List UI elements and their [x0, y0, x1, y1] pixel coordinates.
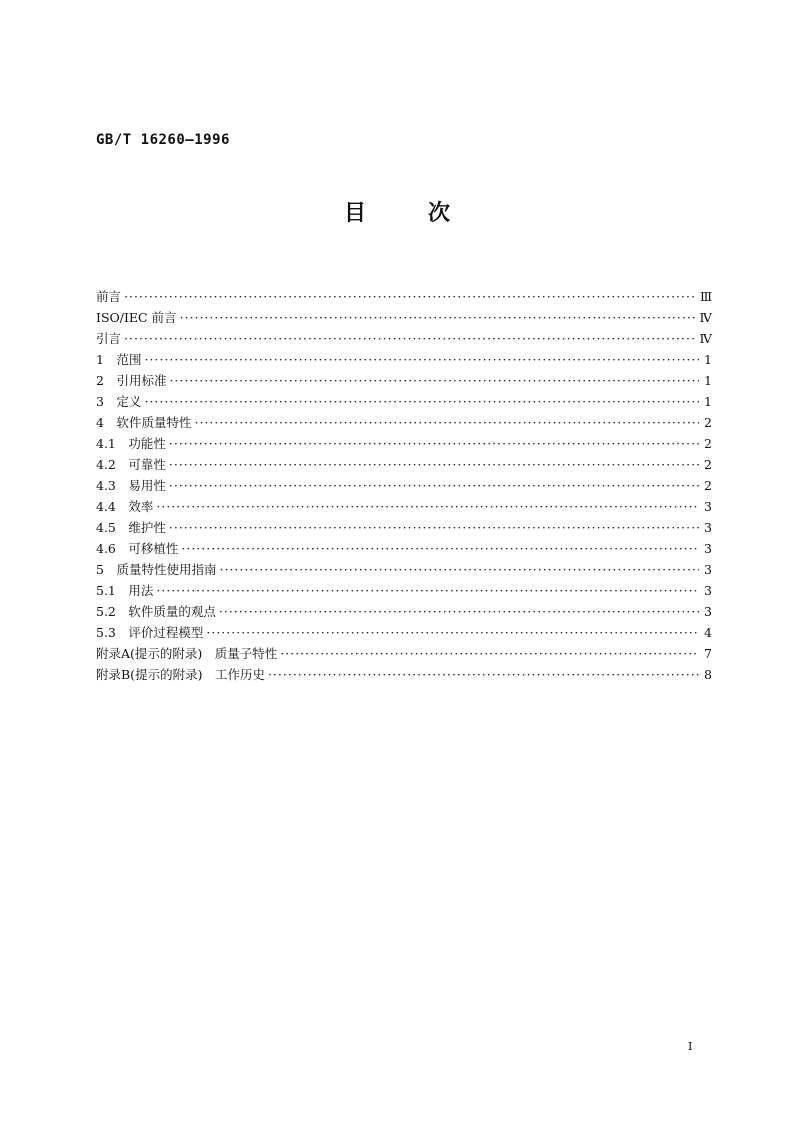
- toc-entry-label: 4.6 可移植性: [96, 541, 179, 556]
- toc-entry: [96, 517, 712, 538]
- toc-entry: [96, 412, 712, 433]
- toc-entry-label: 4 软件质量特性: [96, 415, 192, 430]
- page-number: Ⅰ: [688, 1040, 693, 1053]
- toc-entry-label: 5.3 评价过程模型: [96, 625, 204, 640]
- toc-entry-label: 4.2 可靠性: [96, 457, 166, 472]
- toc-dot-leader: [124, 328, 696, 349]
- toc-entry-page: 1: [704, 373, 712, 388]
- toc-dot-leader: [268, 664, 699, 685]
- toc-entry-label: 4.1 功能性: [96, 436, 166, 451]
- toc-entry: [96, 622, 712, 643]
- toc-dot-leader: [219, 559, 699, 580]
- toc-entry-label: 附录A(提示的附录) 质量子特性: [96, 646, 278, 661]
- toc-entry-page: 4: [704, 625, 712, 640]
- toc-dot-leader: [181, 538, 699, 559]
- toc-entry: [96, 559, 712, 580]
- toc-entry-page: 3: [704, 583, 712, 598]
- toc-entry-page: 1: [704, 352, 712, 367]
- toc-entry: [96, 370, 712, 391]
- toc-entry-page: 7: [704, 646, 712, 661]
- toc-entry-label: 引言: [96, 331, 122, 346]
- toc-entry: [96, 580, 712, 601]
- toc-entry-label: 4.5 维护性: [96, 520, 166, 535]
- toc-dot-leader: [169, 517, 699, 538]
- toc-entry-page: Ⅲ: [699, 289, 712, 304]
- toc-entry-page: 2: [704, 436, 712, 451]
- toc-entry-label: ISO/IEC 前言: [96, 310, 177, 325]
- toc-entry-page: Ⅳ: [699, 310, 712, 325]
- toc-entry-label: 5.2 软件质量的观点: [96, 604, 216, 619]
- toc-entry: [96, 601, 712, 622]
- toc-entry: [96, 454, 712, 475]
- toc-entry-label: 附录B(提示的附录) 工作历史: [96, 667, 265, 682]
- toc-entry: [96, 475, 712, 496]
- standard-number: GB/T 16260—1996: [96, 132, 230, 148]
- toc-entry-label: 5.1 用法: [96, 583, 154, 598]
- toc-entry: [96, 328, 712, 349]
- toc-dot-leader: [144, 349, 699, 370]
- toc-dot-leader: [156, 580, 699, 601]
- toc-entry: [96, 391, 712, 412]
- toc-entry-label: 1 范围: [96, 352, 142, 367]
- toc-entry-page: 3: [704, 520, 712, 535]
- toc-dot-leader: [156, 496, 699, 517]
- toc-title: 目次: [343, 201, 512, 226]
- toc-dot-leader: [124, 286, 697, 307]
- toc-dot-leader: [169, 433, 699, 454]
- toc-entry-page: 1: [704, 394, 712, 409]
- toc-dot-leader: [194, 412, 699, 433]
- toc-entry-label: 5 质量特性使用指南: [96, 562, 217, 577]
- toc-entry-label: 前言: [96, 289, 122, 304]
- toc-dot-leader: [219, 601, 699, 622]
- toc-entry-page: Ⅳ: [699, 331, 712, 346]
- toc-entry: [96, 433, 712, 454]
- toc-entry-label: 4.4 效率: [96, 499, 154, 514]
- toc-entry-page: 3: [704, 562, 712, 577]
- toc-entry: [96, 538, 712, 559]
- toc-entry: [96, 664, 712, 685]
- toc-entry-page: 2: [704, 457, 712, 472]
- toc-dot-leader: [144, 391, 699, 412]
- toc-entry: [96, 307, 712, 328]
- toc-entry-page: 3: [704, 541, 712, 556]
- toc-entry: [96, 496, 712, 517]
- toc-dot-leader: [180, 307, 697, 328]
- toc-dot-leader: [169, 370, 699, 391]
- toc-dot-leader: [280, 643, 699, 664]
- toc-entry: [96, 643, 712, 664]
- toc-dot-leader: [169, 454, 699, 475]
- toc-dot-leader: [169, 475, 699, 496]
- toc-dot-leader: [206, 622, 699, 643]
- toc-list: [96, 286, 712, 685]
- toc-entry-page: 8: [704, 667, 712, 682]
- toc-entry-label: 3 定义: [96, 394, 142, 409]
- toc-entry-page: 3: [704, 499, 712, 514]
- toc-entry-label: 2 引用标准: [96, 373, 167, 388]
- toc-entry-page: 3: [704, 604, 712, 619]
- toc-entry: [96, 286, 712, 307]
- toc-entry-page: 2: [704, 415, 712, 430]
- toc-entry-page: 2: [704, 478, 712, 493]
- toc-entry: [96, 349, 712, 370]
- toc-entry-label: 4.3 易用性: [96, 478, 166, 493]
